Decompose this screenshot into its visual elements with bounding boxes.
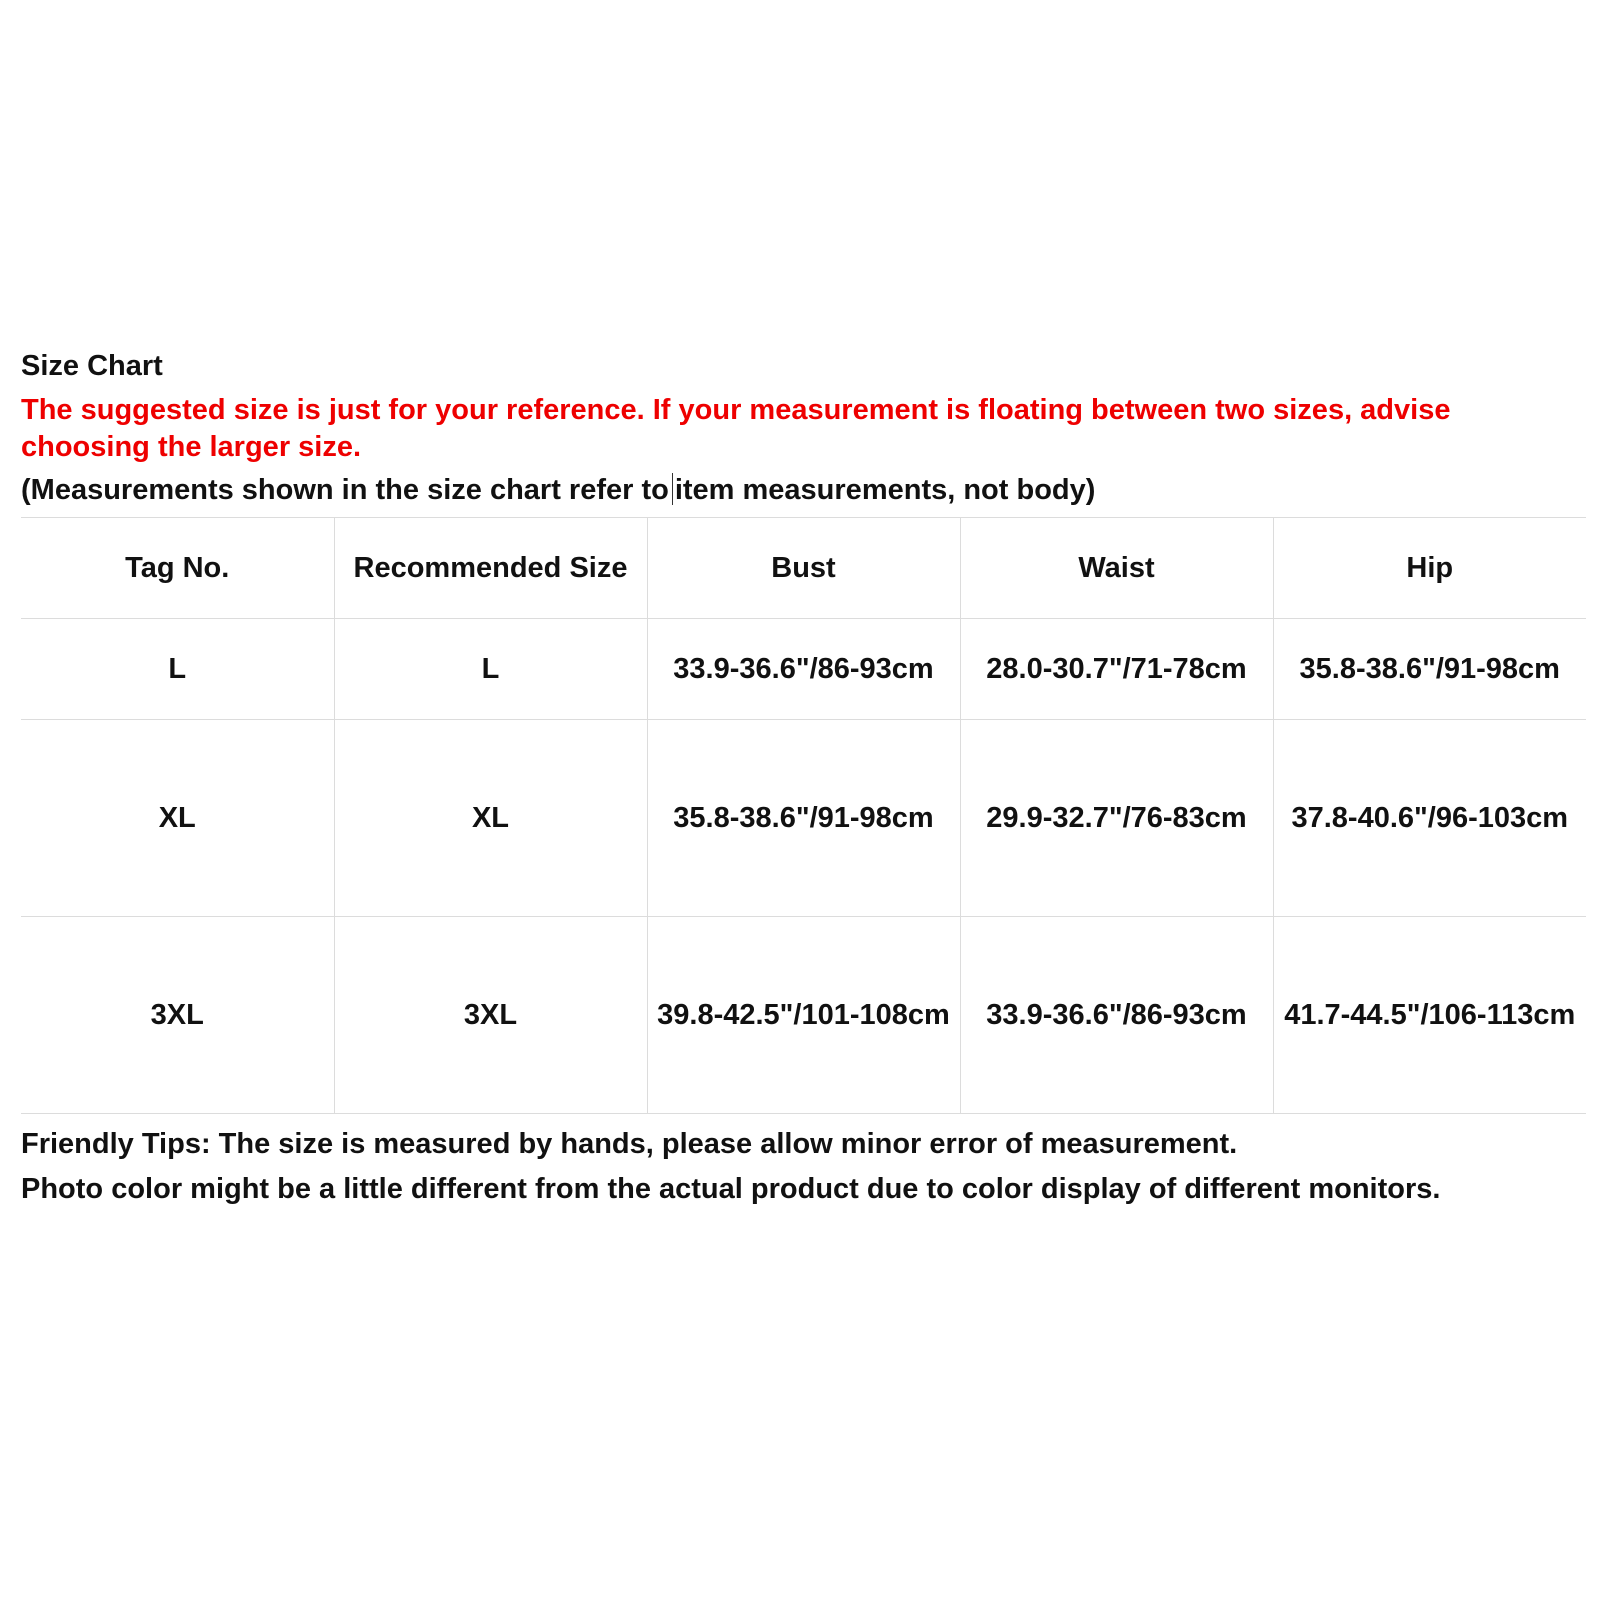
tips-line-1: Friendly Tips: The size is measured by hands, please allow minor error of measurement. xyxy=(21,1128,1238,1160)
table-row xyxy=(21,619,1586,720)
header-hip: Hip xyxy=(1273,518,1586,619)
cell-hip: 37.8-40.6"/96-103cm xyxy=(1273,720,1586,917)
cell-tag-no: XL xyxy=(21,720,334,917)
measurement-note xyxy=(21,472,1586,509)
cell-bust: 33.9-36.6"/86-93cm xyxy=(647,619,960,720)
cell-waist: 29.9-32.7"/76-83cm xyxy=(960,720,1273,917)
text-cursor xyxy=(672,473,673,505)
size-warning: The suggested size is just for your reference. If your measurement is floating between two sizes, advise choosing the larger size. xyxy=(21,394,1451,463)
header-waist: Waist xyxy=(960,518,1273,619)
table-row xyxy=(21,917,1586,1114)
table-header-row xyxy=(21,518,1586,619)
cell-tag-no: 3XL xyxy=(21,917,334,1114)
header-bust: Bust xyxy=(647,518,960,619)
cell-recommended-size: XL xyxy=(334,720,647,917)
header-tag-no: Tag No. xyxy=(21,518,334,619)
tips-line-2: Photo color might be a little different from the actual product due to color display of different monitors. xyxy=(21,1173,1441,1205)
cell-hip: 41.7-44.5"/106-113cm xyxy=(1273,917,1586,1114)
measurement-note-start: (Measurements shown in the size chart refer to xyxy=(21,474,669,506)
cell-waist: 28.0-30.7"/71-78cm xyxy=(960,619,1273,720)
cell-bust: 39.8-42.5"/101-108cm xyxy=(647,917,960,1114)
table-row xyxy=(21,720,1586,917)
cell-tag-no: L xyxy=(21,619,334,720)
cell-recommended-size: 3XL xyxy=(334,917,647,1114)
measurement-note-end: item measurements, not body) xyxy=(674,474,1096,506)
cell-bust: 35.8-38.6"/91-98cm xyxy=(647,720,960,917)
size-table xyxy=(21,517,1586,1114)
header-recommended-size: Recommended Size xyxy=(334,518,647,619)
friendly-tips xyxy=(21,1126,1586,1207)
page-title: Size Chart xyxy=(21,350,163,382)
cell-recommended-size: L xyxy=(334,619,647,720)
size-chart-page xyxy=(21,348,1586,1216)
cell-waist: 33.9-36.6"/86-93cm xyxy=(960,917,1273,1114)
cell-hip: 35.8-38.6"/91-98cm xyxy=(1273,619,1586,720)
